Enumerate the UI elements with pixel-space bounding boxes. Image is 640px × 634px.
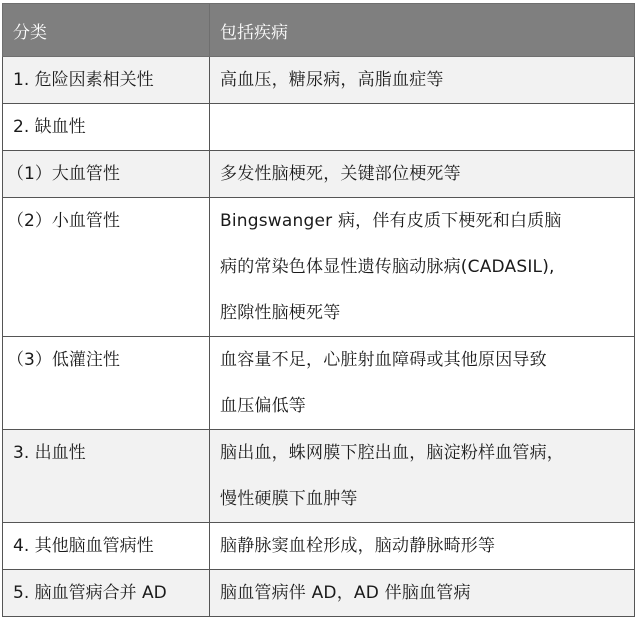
row-category: 2. 缺血性 — [3, 104, 210, 151]
table-header-row — [3, 4, 635, 57]
row-diseases — [210, 57, 635, 104]
row-diseases — [210, 570, 635, 617]
row-diseases — [210, 198, 635, 337]
header-diseases: 包括疾病 — [210, 4, 635, 57]
table-row — [3, 104, 635, 151]
row-diseases — [210, 151, 635, 198]
disease-line: Bingswanger 病，伴有皮质下梗死和白质脑 — [220, 211, 562, 231]
table-row — [3, 430, 635, 523]
row-category: 3. 出血性 — [3, 430, 210, 523]
row-category: 4. 其他脑血管病性 — [3, 523, 210, 570]
header-category: 分类 — [3, 4, 210, 57]
table-row — [3, 523, 635, 570]
row-category: （3）低灌注性 — [3, 337, 210, 430]
disease-line: 脑静脉窦血栓形成，脑动静脉畸形等 — [220, 536, 496, 556]
row-category: （1）大血管性 — [3, 151, 210, 198]
row-category: 1. 危险因素相关性 — [3, 57, 210, 104]
disease-line: 慢性硬膜下血肿等 — [220, 489, 358, 509]
disease-line: 病的常染色体显性遗传脑动脉病(CADASIL), — [220, 257, 555, 277]
table-row — [3, 570, 635, 617]
disease-line: 血压偏低等 — [220, 396, 306, 416]
row-category: （2）小血管性 — [3, 198, 210, 337]
table-row — [3, 57, 635, 104]
table-row — [3, 151, 635, 198]
table-body — [3, 57, 635, 617]
disease-classification-table-container — [2, 3, 634, 617]
disease-line: 脑血管病伴 AD，AD 伴脑血管病 — [220, 583, 471, 603]
table-row — [3, 198, 635, 337]
disease-classification-table — [2, 3, 635, 617]
row-diseases — [210, 523, 635, 570]
disease-line: 腔隙性脑梗死等 — [220, 303, 341, 323]
row-diseases — [210, 104, 635, 151]
disease-line: 脑出血，蛛网膜下腔出血，脑淀粉样血管病， — [220, 443, 564, 463]
row-diseases — [210, 337, 635, 430]
table-row — [3, 337, 635, 430]
row-diseases — [210, 430, 635, 523]
disease-line: 高血压，糖尿病，高脂血症等 — [220, 70, 444, 90]
disease-line: 多发性脑梗死，关键部位梗死等 — [220, 164, 461, 184]
disease-line: 血容量不足，心脏射血障碍或其他原因导致 — [220, 350, 547, 370]
row-category: 5. 脑血管病合并 AD — [3, 570, 210, 617]
